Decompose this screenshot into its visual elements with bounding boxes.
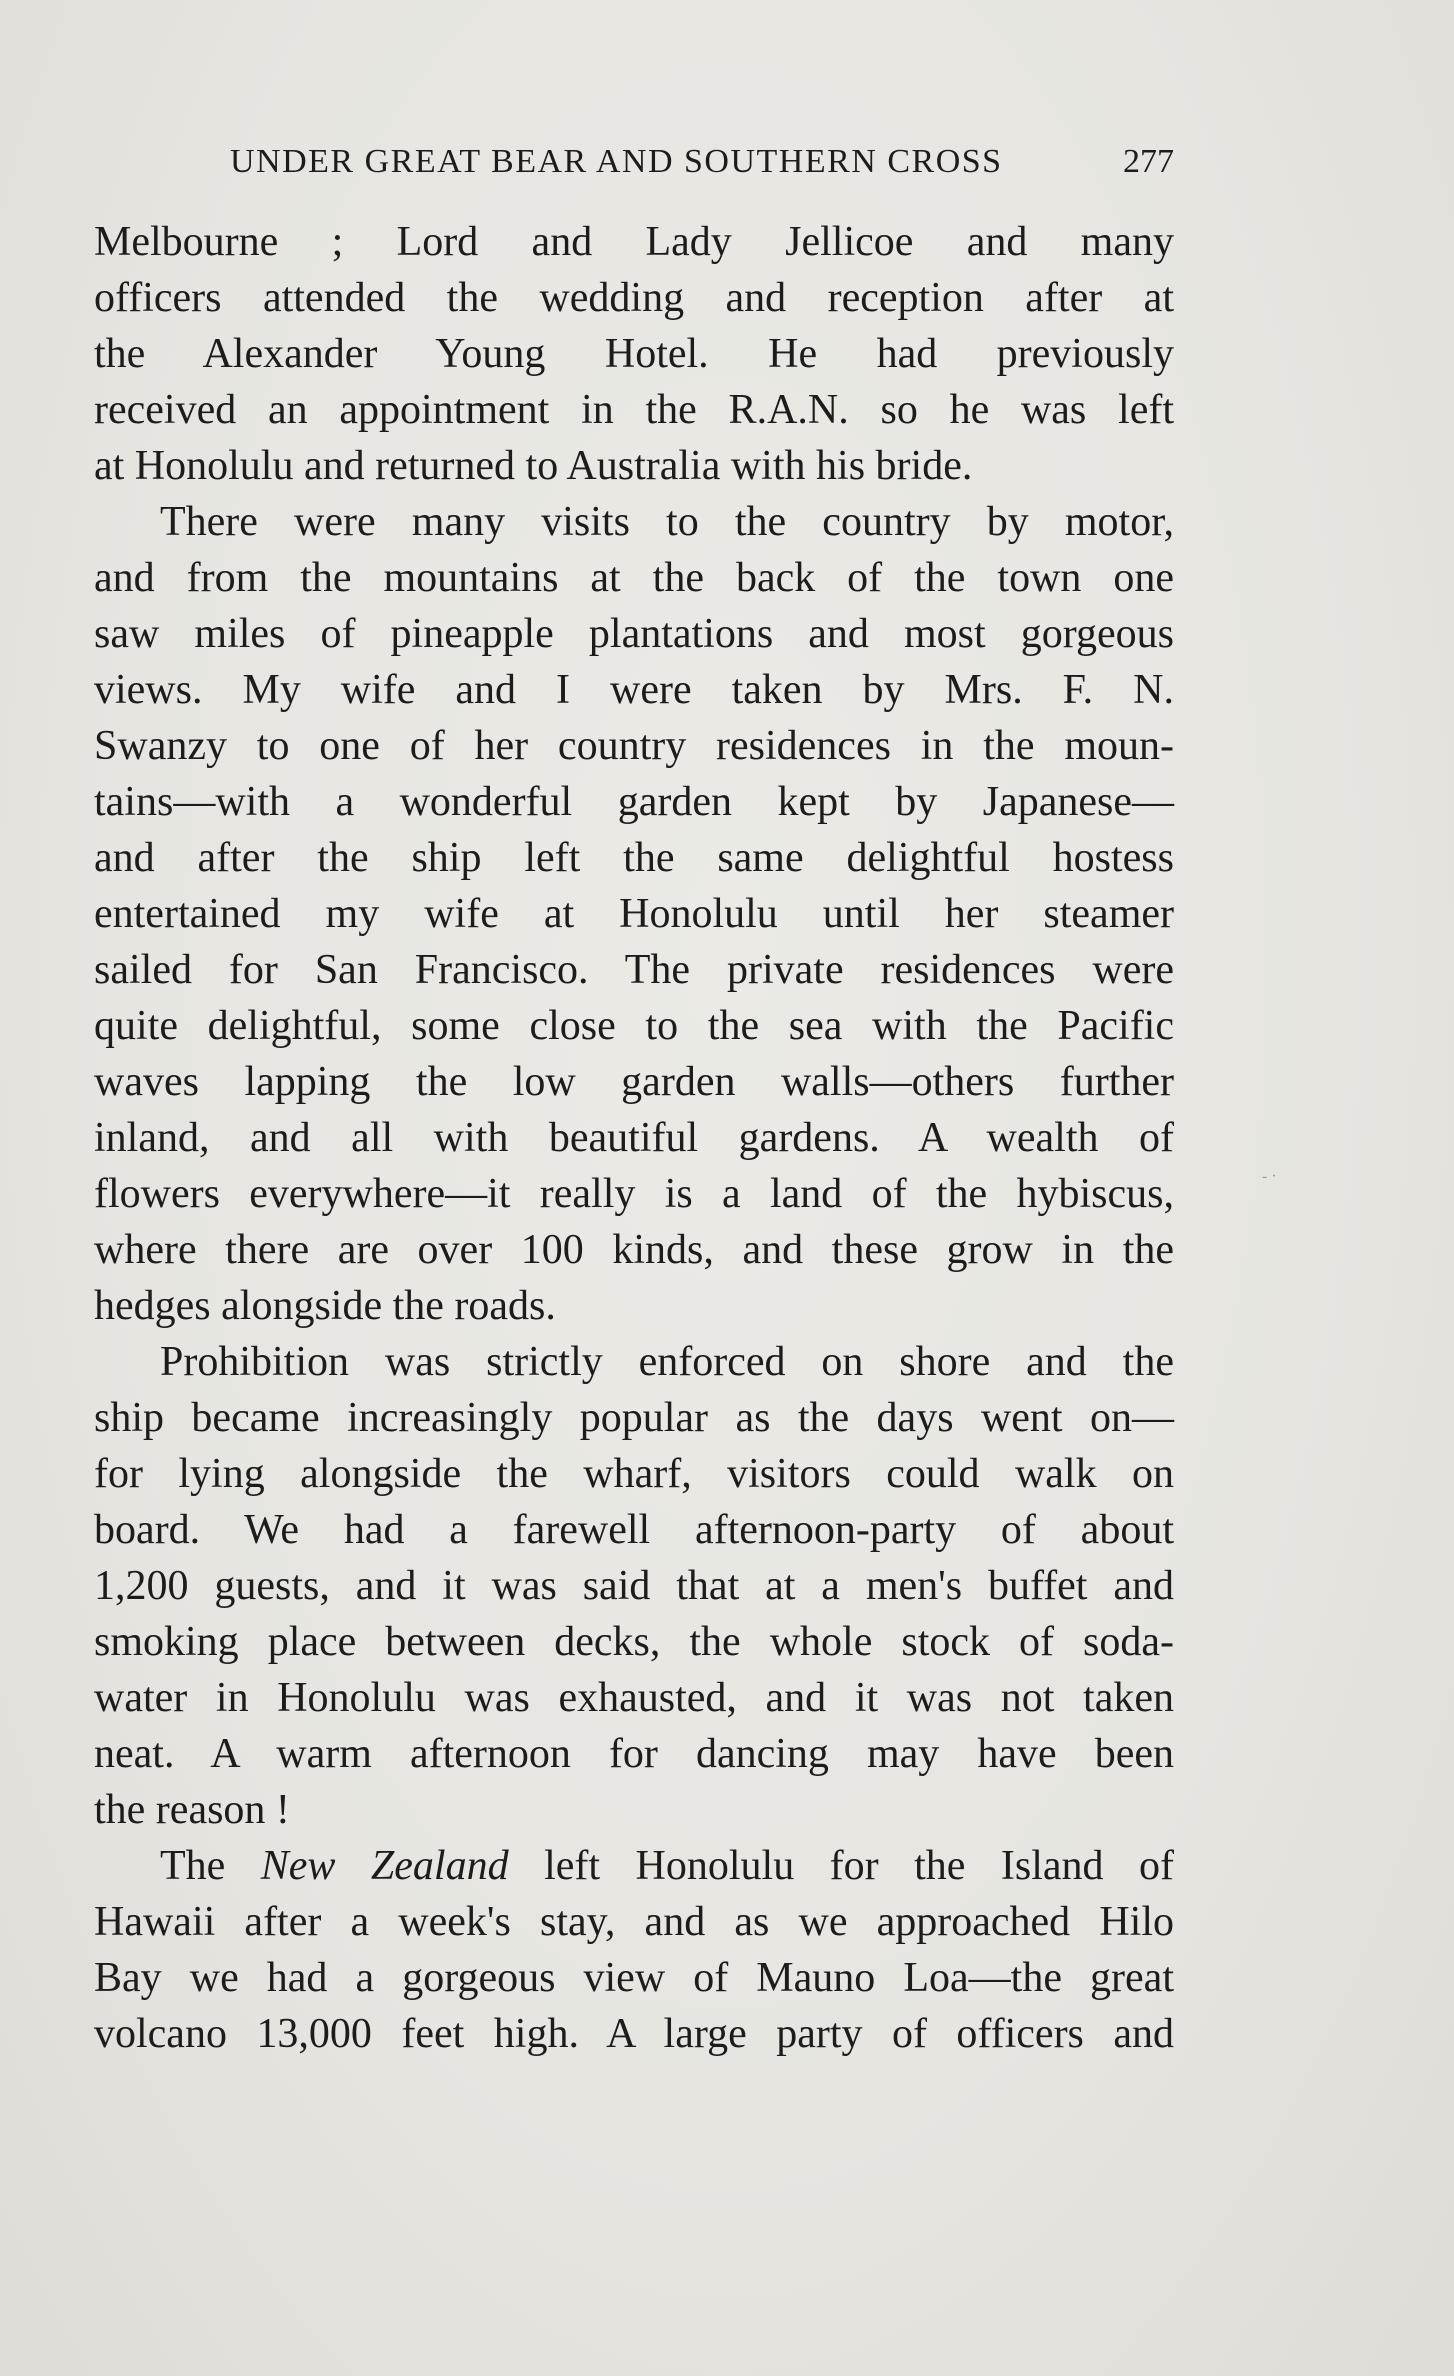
text-line: received an appointment in the R.A.N. so he was left bbox=[94, 387, 1174, 433]
text-line: officers attended the wedding and reception after at bbox=[94, 275, 1174, 321]
page-number: 277 bbox=[1123, 143, 1174, 180]
text-line: for lying alongside the wharf, visitors could walk on bbox=[94, 1451, 1174, 1497]
text-line: waves lapping the low garden walls—others further bbox=[94, 1059, 1174, 1105]
text-line: 1,200 guests, and it was said that at a men's buffet and bbox=[94, 1563, 1174, 1609]
text-line: Prohibition was strictly enforced on shore and the bbox=[160, 1339, 1174, 1385]
text-line: views. My wife and I were taken by Mrs. F. N. bbox=[94, 667, 1174, 713]
text-segment: The bbox=[160, 1843, 261, 1889]
text-line: and from the mountains at the back of the town one bbox=[94, 555, 1174, 601]
text-line: Melbourne ; Lord and Lady Jellicoe and many bbox=[94, 219, 1174, 265]
text-line: ship became increasingly popular as the days went on— bbox=[94, 1395, 1174, 1441]
text-line: and after the ship left the same delightful hostess bbox=[94, 835, 1174, 881]
text-line: at Honolulu and returned to Australia with his bride. bbox=[94, 443, 973, 489]
text-line: quite delightful, some close to the sea with the Pacific bbox=[94, 1003, 1174, 1049]
text-line: Swanzy to one of her country residences in the moun- bbox=[94, 723, 1174, 769]
text-line: the reason ! bbox=[94, 1787, 290, 1833]
text-line: Hawaii after a week's stay, and as we approached Hilo bbox=[94, 1899, 1174, 1945]
text-line: the Alexander Young Hotel. He had previously bbox=[94, 331, 1174, 377]
text-line: water in Honolulu was exhausted, and it was not taken bbox=[94, 1675, 1174, 1721]
text-line: volcano 13,000 feet high. A large party of officers and bbox=[94, 2011, 1174, 2057]
text-line: Bay we had a gorgeous view of Mauno Loa—the great bbox=[94, 1955, 1174, 2001]
ship-name-italic: New Zealand bbox=[260, 1843, 509, 1889]
text-line: neat. A warm afternoon for dancing may have been bbox=[94, 1731, 1174, 1777]
running-head: UNDER GREAT BEAR AND SOUTHERN CROSS bbox=[230, 143, 1003, 180]
text-line: saw miles of pineapple plantations and most gorgeous bbox=[94, 611, 1174, 657]
text-line: board. We had a farewell afternoon-party of about bbox=[94, 1507, 1174, 1553]
page-header bbox=[94, 143, 1174, 187]
text-line: tains—with a wonderful garden kept by Japanese— bbox=[94, 779, 1174, 825]
text-line: hedges alongside the roads. bbox=[94, 1283, 556, 1329]
text-line: There were many visits to the country by motor, bbox=[160, 499, 1174, 545]
text-line: flowers everywhere—it really is a land of the hybiscus, bbox=[94, 1171, 1174, 1217]
text-segment: left Honolulu for the Island of bbox=[508, 1843, 1175, 1889]
paper-speck-mark: ‐ · bbox=[1262, 1168, 1277, 1185]
text-line: where there are over 100 kinds, and these grow in the bbox=[94, 1227, 1174, 1273]
text-line: smoking place between decks, the whole stock of soda- bbox=[94, 1619, 1174, 1665]
text-line: entertained my wife at Honolulu until her steamer bbox=[94, 891, 1174, 937]
text-line: sailed for San Francisco. The private residences were bbox=[94, 947, 1174, 993]
body-text bbox=[94, 214, 1174, 2062]
text-line: inland, and all with beautiful gardens. A wealth of bbox=[94, 1115, 1174, 1161]
text-line bbox=[94, 1838, 1174, 1894]
